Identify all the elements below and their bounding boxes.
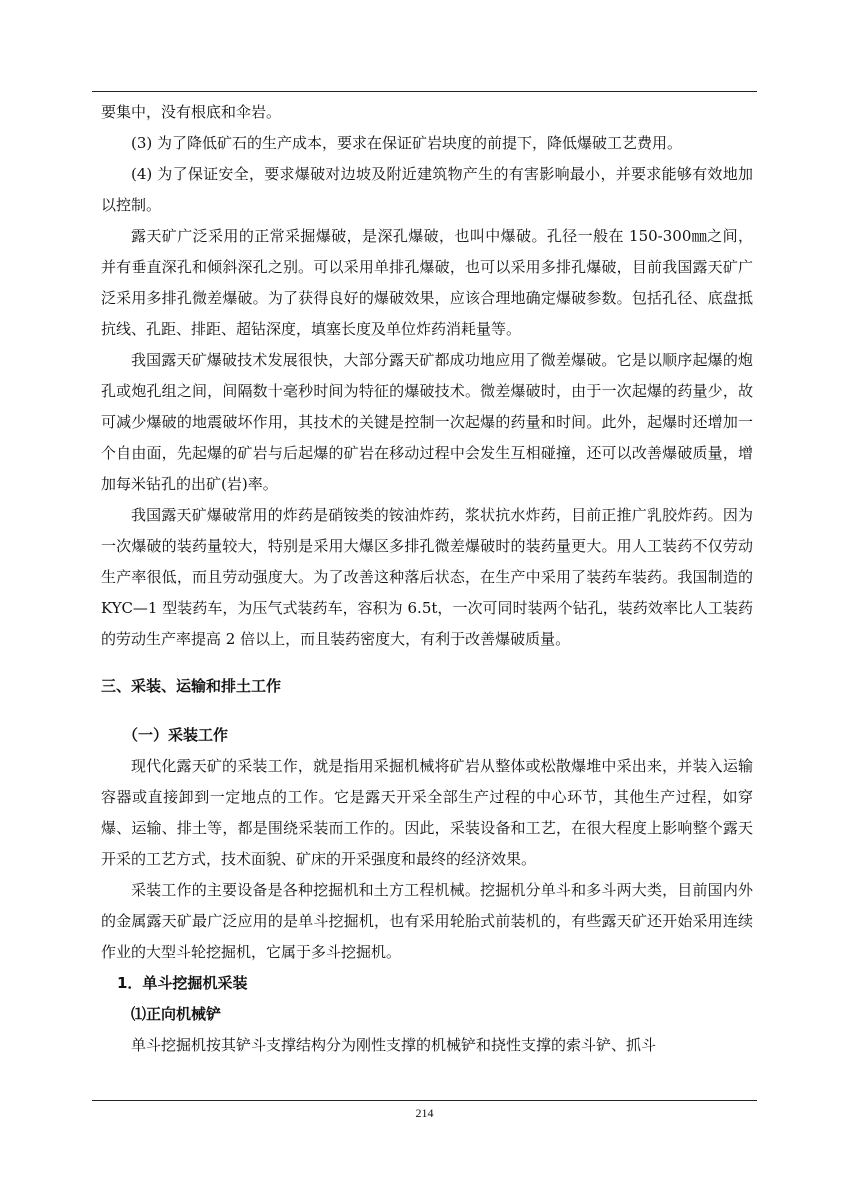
paragraph: 采装工作的主要设备是各种挖掘机和土方工程机械。挖掘机分单斗和多斗两大类，目前国内外的金属露天矿最广泛应用的是单斗挖掘机，也有采用轮胎式前装机的，有些露天矿还开始采用连续作业的大型斗轮挖掘机，它属于多斗挖掘机。 <box>101 881 753 961</box>
paragraph: 我国露天矿爆破常用的炸药是硝铵类的铵油炸药，浆状抗水炸药，目前正推广乳胶炸药。因为一次爆破的装药量较大，特别是采用大爆区多排孔微差爆破时的装药量更大。用人工装药不仅劳动生产率很低，而且劳动强度大。为了改善这种落后状态，在生产中采用了装药车装药。我国制造的 KYC—1 型装药车，为压气式装药车，容积为 6.5t，一次可同时装两个钻孔，装药效率比人工装药的劳动生产率提高 2 倍以上，而且装药密度大，有利于改善爆破质量。 <box>101 506 753 648</box>
paragraph: (3) 为了降低矿石的生产成本，要求在保证矿岩块度的前提下，降低爆破工艺费用。 <box>131 134 683 152</box>
page-number: 214 <box>415 1106 434 1120</box>
paragraph: 要集中，没有根底和伞岩。 <box>101 103 282 121</box>
item-heading: 1．单斗挖掘机采装 <box>117 974 248 992</box>
section-heading: 三、采装、运输和排土工作 <box>101 677 282 695</box>
paragraph: 单斗挖掘机按其铲斗支撑结构分为刚性支撑的机械铲和挠性支撑的索斗铲、抓斗 <box>131 1036 657 1054</box>
paragraph: 露天矿广泛采用的正常采掘爆破，是深孔爆破，也叫中爆破。孔径一般在 150-300㎜之间，并有垂直深孔和倾斜深孔之别。可以采用单排孔爆破，也可以采用多排孔爆破，目前我国露天矿广泛采用多排孔微差爆破。为了获得良好的爆破效果，应该合理地确定爆破参数。包括孔径、底盘抵抗线、孔距、排距、超钻深度，填塞长度及单位炸药消耗量等。 <box>101 227 753 338</box>
paragraph: 现代化露天矿的采装工作，就是指用采掘机械将矿岩从整体或松散爆堆中采出来，并装入运输容器或直接卸到一定地点的工作。它是露天开采全部生产过程的中心环节，其他生产过程，如穿爆、运输、排土等，都是围绕采装而工作的。因此，采装设备和工艺，在很大程度上影响整个露天开采的工艺方式，技术面貌、矿床的开采强度和最终的经济效果。 <box>101 757 753 868</box>
paragraph: (4) 为了保证安全，要求爆破对边坡及附近建筑物产生的有害影响最小，并要求能够有效地加以控制。 <box>101 165 753 214</box>
footer-rule <box>92 1100 757 1101</box>
subitem-heading: ⑴正向机械铲 <box>131 1005 222 1023</box>
header-rule <box>92 91 757 92</box>
subsection-heading: （一）采装工作 <box>123 726 229 744</box>
paragraph: 我国露天矿爆破技术发展很快，大部分露天矿都成功地应用了微差爆破。它是以顺序起爆的炮孔或炮孔组之间，间隔数十毫秒时间为特征的爆破技术。微差爆破时，由于一次起爆的药量少，故可减少爆破的地震破坏作用，其技术的关键是控制一次起爆的药量和时间。此外，起爆时还增加一个自由面，先起爆的矿岩与后起爆的矿岩在移动过程中会发生互相碰撞，还可以改善爆破质量，增加每米钻孔的出矿(岩)率。 <box>101 351 753 493</box>
page-body <box>101 97 753 1061</box>
